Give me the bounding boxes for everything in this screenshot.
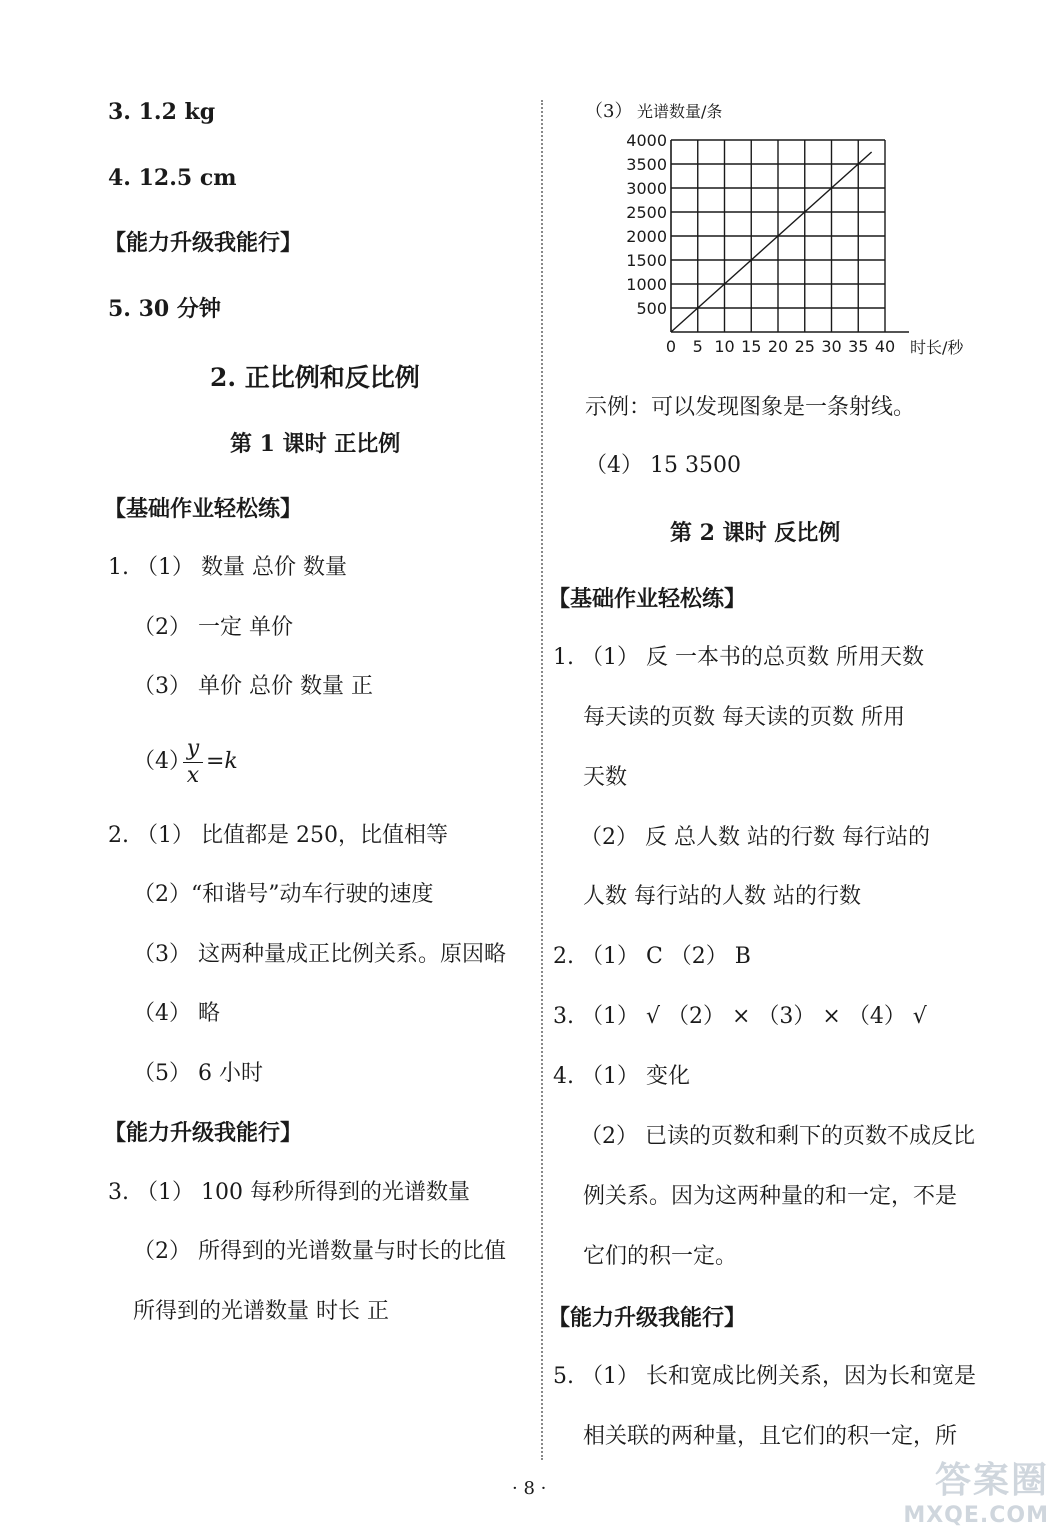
- chart-x-label: 时长/秒: [910, 338, 964, 357]
- answer-2-2: （2）“和谐号”动车行驶的速度: [133, 882, 434, 907]
- chart-y-label: 光谱数量/条: [637, 102, 723, 121]
- column-divider: [541, 100, 543, 1460]
- fraction-denominator: x: [186, 763, 200, 789]
- lesson-title-1: 第 1 课时 正比例: [230, 431, 401, 457]
- chart-observation: 示例：可以发现图象是一条射线。: [585, 395, 916, 420]
- r-answer-5-1-cont: 相关联的两种量，且它们的积一定，所: [583, 1424, 958, 1449]
- page-number: · 8 ·: [512, 1478, 547, 1499]
- answer-2-4: （4） 略: [133, 1001, 220, 1026]
- chapter-title: 2. 正比例和反比例: [210, 363, 420, 392]
- x-tick-label-35: 35: [848, 337, 869, 356]
- chart-y-ticks: [626, 131, 667, 318]
- answer-1-3: （3） 单价 总价 数量 正: [133, 674, 373, 699]
- r-answer-2: 2. （1） C （2） B: [553, 944, 751, 969]
- r-answer-4-2: （2） 已读的页数和剩下的页数不成反比: [580, 1124, 975, 1149]
- watermark-logo: [903, 1452, 1049, 1528]
- r-answer-1-2-cont: 人数 每行站的人数 站的行数: [583, 884, 861, 909]
- r-answer-5-1: 5. （1） 长和宽成比例关系，因为长和宽是: [553, 1364, 976, 1389]
- section-heading-basic-2: 【基础作业轻松练】: [548, 586, 747, 612]
- chart-series: [671, 152, 872, 332]
- lesson-title-2: 第 2 课时 反比例: [670, 520, 841, 546]
- answer-4: 4. 12.5 cm: [108, 165, 237, 191]
- x-tick-label-40: 40: [874, 337, 896, 356]
- r-answer-4-2-cont2: 它们的积一定。: [583, 1244, 738, 1269]
- answer-2-3: （3） 这两种量成正比例关系。原因略: [133, 942, 506, 967]
- answer-3-2-cont: 所得到的光谱数量 时长 正: [133, 1299, 389, 1324]
- answer-3-1: 3. （1） 100 每秒所得到的光谱数量: [108, 1180, 470, 1205]
- fraction-y-over-x: [183, 737, 203, 788]
- y-tick-label-3000: 3000: [626, 179, 667, 198]
- answer-5: 5. 30 分钟: [108, 296, 221, 322]
- x-tick-label-15: 15: [741, 337, 762, 356]
- section-heading-ability: 【能力升级我能行】: [104, 230, 303, 256]
- r-answer-3: 3. （1） √ （2） × （3） × （4） √: [553, 1004, 927, 1029]
- x-tick-label-30: 30: [821, 337, 842, 356]
- x-tick-label-10: 10: [714, 337, 735, 356]
- answer-3-2: （2） 所得到的光谱数量与时长的比值: [133, 1239, 506, 1264]
- answer-2-1: 2. （1） 比值都是 250，比值相等: [108, 823, 448, 848]
- answer-1-4-rest: =k: [206, 749, 238, 774]
- y-tick-label-2500: 2500: [626, 203, 667, 222]
- answer-2-5: （5） 6 小时: [133, 1061, 263, 1086]
- r-answer-1-1-cont2: 天数: [583, 765, 628, 790]
- r-answer-4-1: 4. （1） 变化: [553, 1064, 690, 1089]
- series-line-0: [671, 152, 872, 332]
- y-tick-label-2000: 2000: [626, 227, 667, 246]
- answer-3: 3. 1.2 kg: [108, 99, 216, 125]
- section-heading-ability-3: 【能力升级我能行】: [548, 1305, 747, 1331]
- x-tick-label-25: 25: [794, 337, 815, 356]
- y-tick-label-500: 500: [636, 299, 667, 318]
- section-heading-ability-2: 【能力升级我能行】: [104, 1120, 303, 1146]
- watermark-text: 答案圈: [934, 1460, 1049, 1501]
- watermark-url: MXQE.COM: [903, 1503, 1049, 1528]
- y-tick-label-1000: 1000: [626, 275, 667, 294]
- r-answer-4-2-cont: 例关系。因为这两种量的和一定，不是: [583, 1184, 958, 1209]
- r-answer-1-2: （2） 反 总人数 站的行数 每行站的: [580, 825, 930, 850]
- chart-question-label: （3）: [585, 101, 633, 122]
- x-tick-label-20: 20: [767, 337, 789, 356]
- answer-3-4: （4） 15 3500: [585, 453, 741, 478]
- spectrum-line-chart: [585, 95, 1005, 365]
- answer-1-1: 1. （1） 数量 总价 数量: [108, 555, 347, 580]
- fraction-numerator: y: [186, 736, 200, 761]
- x-tick-label-5: 5: [692, 337, 703, 356]
- y-tick-label-1500: 1500: [626, 251, 667, 270]
- x-tick-label-0: 0: [665, 337, 677, 356]
- answer-1-4-label: （4）: [133, 749, 191, 774]
- chart-x-ticks: [666, 337, 895, 356]
- y-tick-label-3500: 3500: [626, 155, 667, 174]
- y-tick-label-4000: 4000: [626, 131, 667, 150]
- answer-1-2: （2） 一定 单价: [133, 615, 293, 640]
- section-heading-basic: 【基础作业轻松练】: [104, 496, 303, 522]
- r-answer-1-1-cont: 每天读的页数 每天读的页数 所用: [583, 705, 905, 730]
- r-answer-1-1: 1. （1） 反 一本书的总页数 所用天数: [553, 645, 924, 670]
